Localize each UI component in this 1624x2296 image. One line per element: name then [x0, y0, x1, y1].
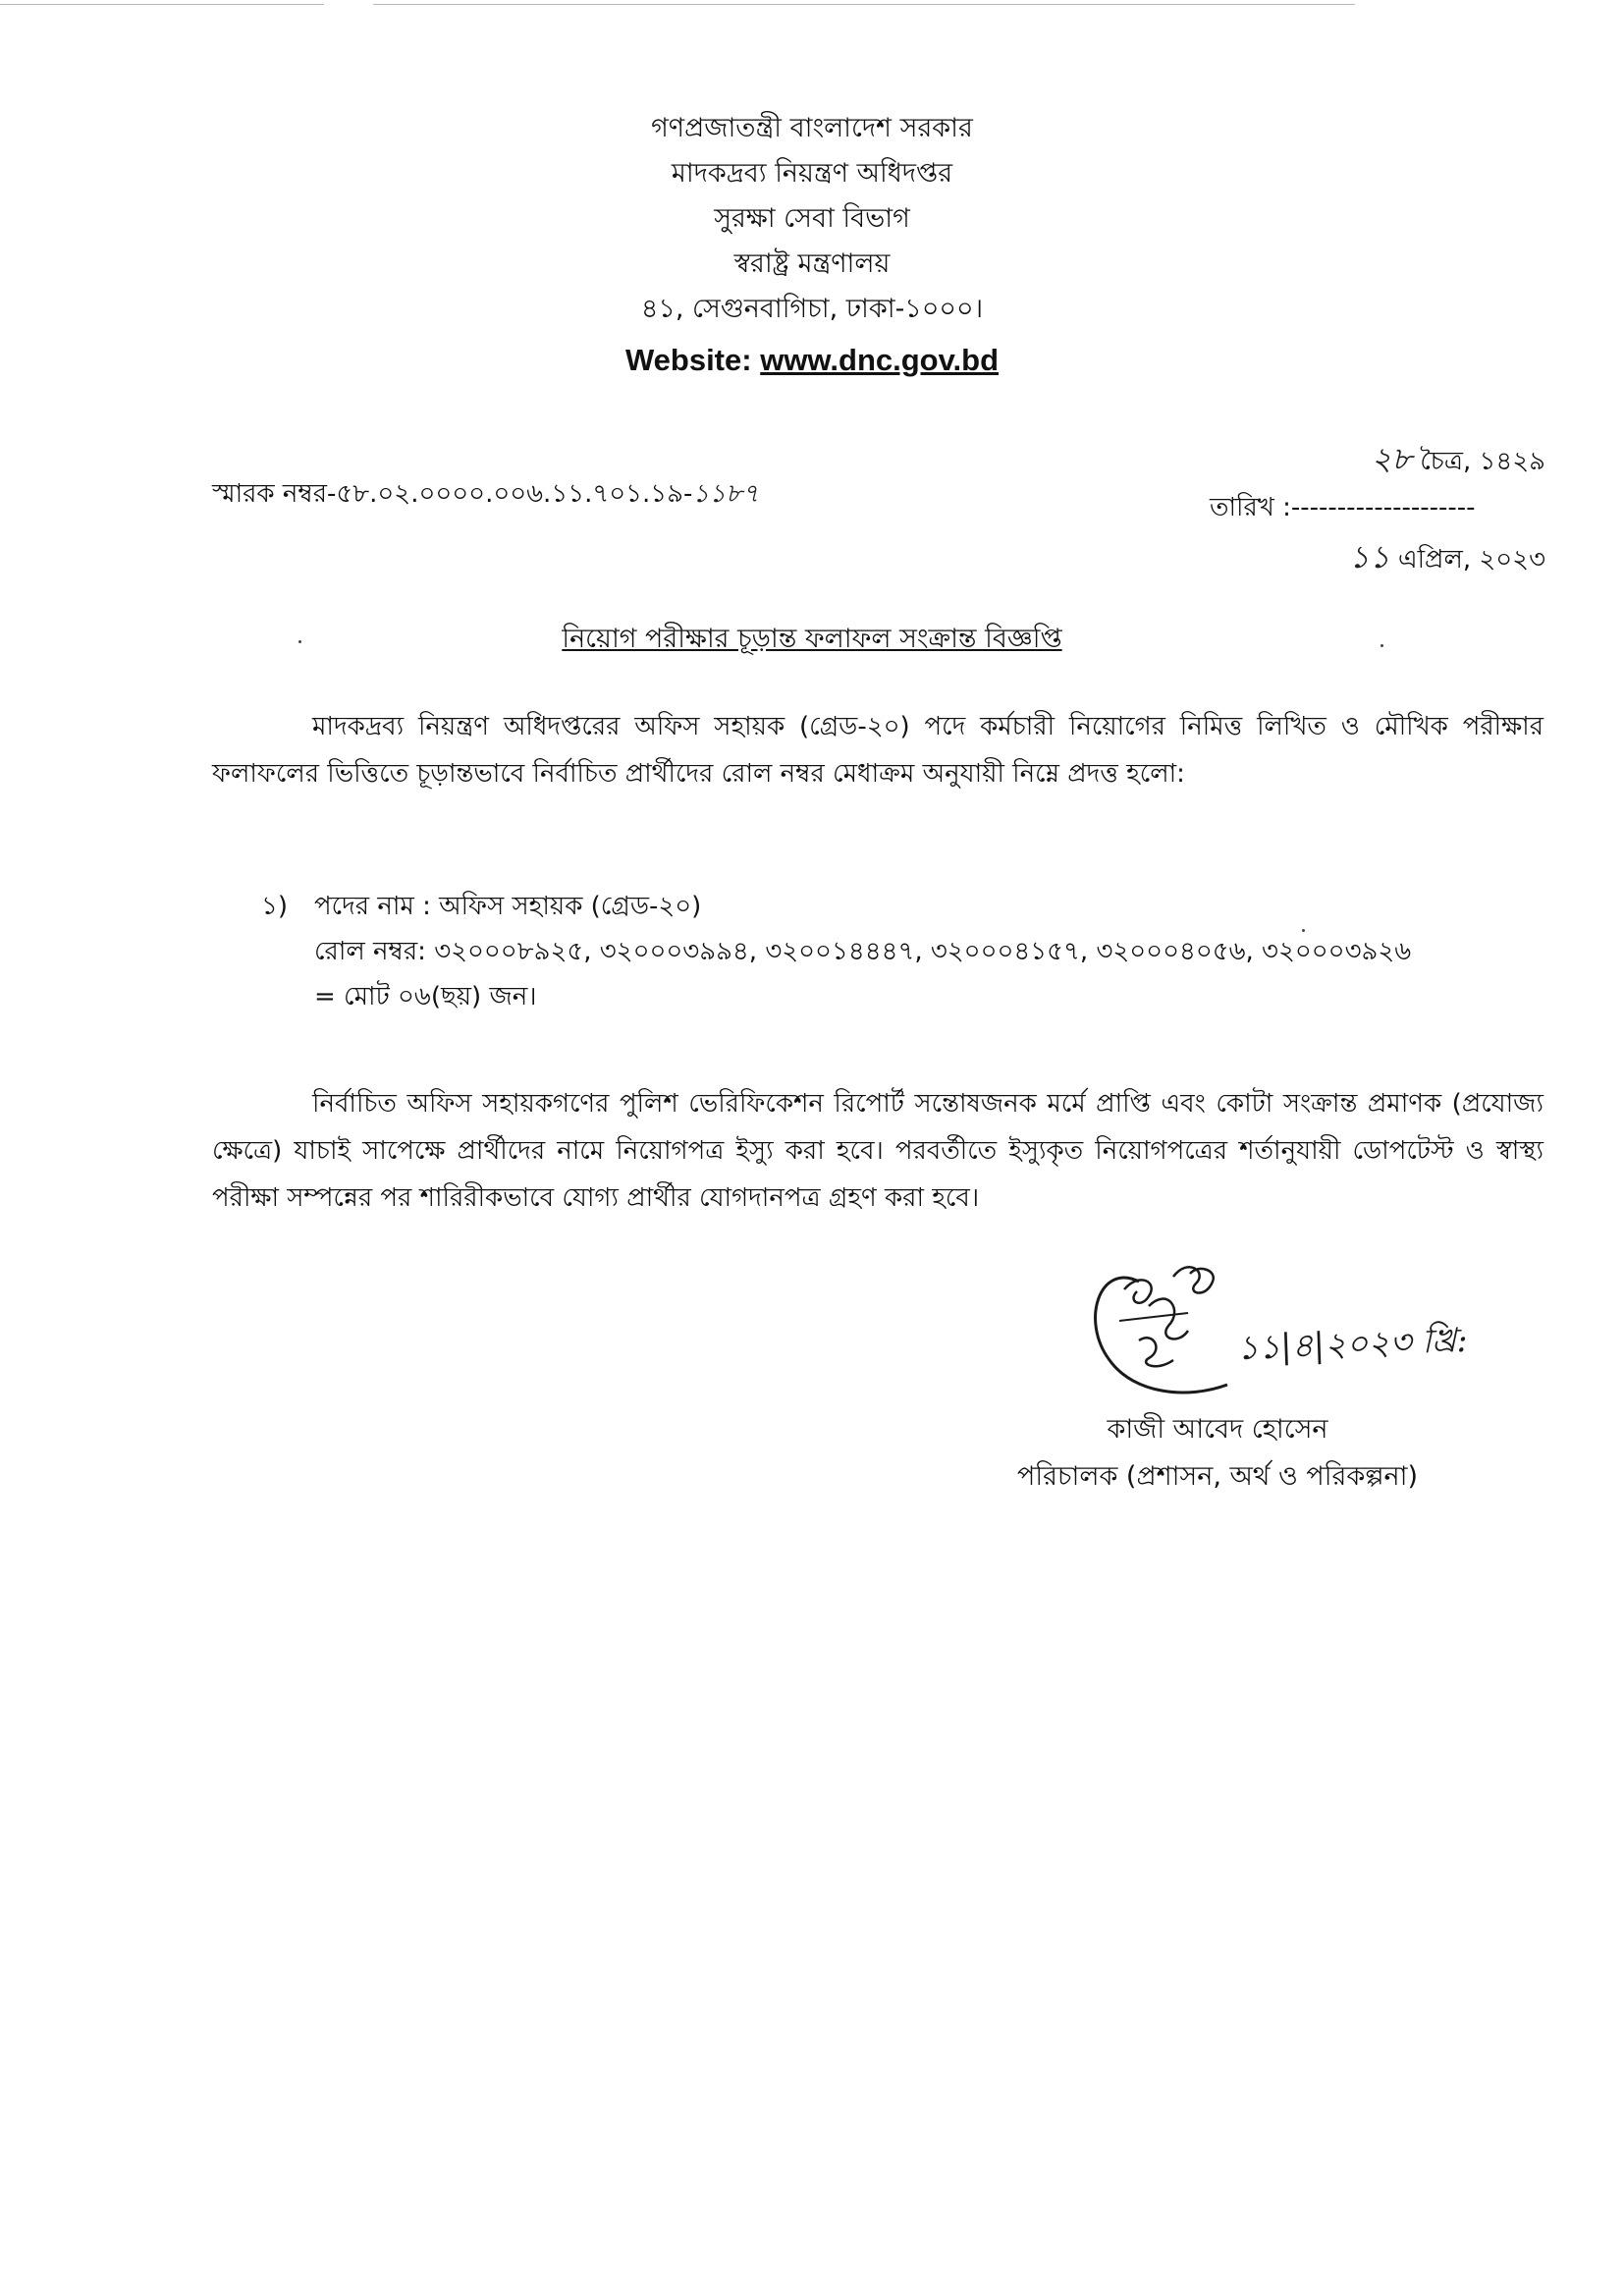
roll-numbers-line: রোল নম্বর: ৩২০০০৮৯২৫, ৩২০০০৩৯৯৪, ৩২০০১৪৪৪৭, ৩২০০০৪১৫৭, ৩২০০০৪০৫৬, ৩২০০০৩৯২৬ [314, 937, 1412, 966]
date-label-row [1133, 483, 1545, 532]
division-name: সুরক্ষা সেবা বিভাগ [714, 203, 910, 234]
scan-edge-line [373, 4, 1355, 5]
memo-number [212, 473, 759, 517]
memo-label: স্মারক নম্বর-৫৮.০২.০০০০.০০৬.১১.৭০১.১৯- [212, 479, 693, 509]
website-link[interactable]: www.dnc.gov.bd [760, 343, 1000, 377]
bangla-date [1133, 434, 1545, 483]
government-name: গণপ্রজাতন্ত্রী বাংলাদেশ সরকার [651, 113, 973, 143]
notice-subject: নিয়োগ পরীক্ষার চূড়ান্ত ফলাফল সংক্রান্ত বিজ্ঞপ্তি [562, 624, 1062, 654]
signature-date: ১১|৪|২০২৩ খ্রি: [1236, 1320, 1469, 1369]
signatory-name: কাজী আবেদ হোসেন [1107, 1414, 1328, 1445]
closing-paragraph: নির্বাচিত অফিস সহায়কগণের পুলিশ ভেরিফিকেশন রিপোর্ট সন্তোষজনক মর্মে প্রাপ্তি এবং কোটা সংক্রান্ত প্রমাণক (প্রযোজ্য ক্ষেত্রে) যাচাই সাপেক্ষে প্রার্থীদের নামে নিয়োগপত্র ইস্যু করা হবে। পরবর্তীতে ইস্যুকৃত নিয়োগপত্রের শর্তানুযায়ী ডোপটেস্ট ও স্বাস্থ্য পরীক্ষা সম্পন্নের পর শারিরীকভাবে যোগ্য প্রার্থীর যোগদানপত্র গ্রহণ করা হবে। [212, 1089, 1543, 1213]
memo-handwritten-number: ১১৮৭ [692, 479, 759, 509]
signatory-designation: পরিচালক (প্রশাসন, অর্থ ও পরিকল্পনা) [1017, 1461, 1418, 1492]
intro-paragraph: মাদকদ্রব্য নিয়ন্ত্রণ অধিদপ্তরের অফিস সহায়ক (গ্রেড-২০) পদে কর্মচারী নিয়োগের নিমিত্ত লিখিত ও মৌখিক পরীক্ষার ফলাফলের ভিত্তিতে চূড়ান্তভাবে নির্বাচিত প্রার্থীদের রোল নম্বর মেধাক্রম অনুযায়ী নিম্নে প্রদত্ত হলো: [212, 712, 1543, 789]
website-label: Website: [624, 343, 752, 377]
date-label: তারিখ : [1210, 493, 1291, 522]
office-address: ৪১, সেগুনবাগিচা, ঢাকা-১০০০। [640, 294, 984, 324]
post-name-line: পদের নাম : অফিস সহায়ক (গ্রেড-২০) [314, 892, 702, 921]
handwritten-signature-icon [1080, 1252, 1257, 1409]
bangla-day: ২৮ [1371, 440, 1413, 477]
department-name: মাদকদ্রব্য নিয়ন্ত্রণ অধিদপ্তর [671, 158, 953, 189]
item-body [314, 884, 1557, 1019]
item-number: ১) [261, 892, 289, 921]
english-date [1133, 532, 1545, 581]
scan-edge-line [0, 4, 324, 5]
total-count-line: = মোট ০৬(ছয়) জন। [314, 982, 537, 1011]
website-line [0, 336, 1624, 385]
date-block [1133, 434, 1545, 581]
signature-block [943, 1252, 1571, 1409]
signatory [943, 1406, 1492, 1501]
ministry-name: স্বরাষ্ট্র মন্ত্রণালয় [733, 248, 891, 279]
english-day: ১১ [1349, 538, 1390, 575]
date-dashes: -------------------- [1290, 493, 1476, 522]
bangla-month-year: চৈত্র, ১৪২৯ [1420, 447, 1545, 476]
letterhead [0, 106, 1624, 385]
english-month-year: এপ্রিল, ২০২৩ [1397, 545, 1545, 574]
